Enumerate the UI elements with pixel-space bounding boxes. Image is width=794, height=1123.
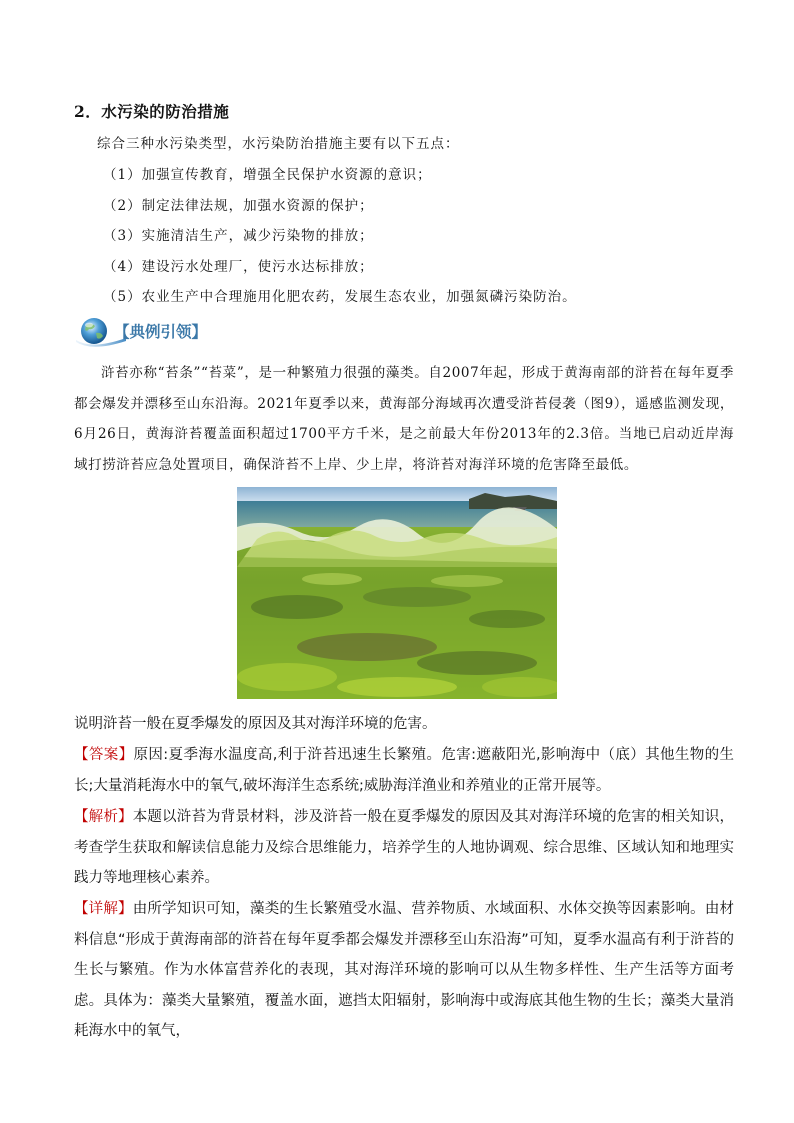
detail-block <box>74 894 734 1047</box>
measure-item: （4）建设污水处理厂，使污水达标排放； <box>103 258 374 275</box>
section-intro: 综合三种水污染类型，水污染防治措施主要有以下五点： <box>97 136 460 152</box>
answer-text: 原因:夏季海水温度高,利于浒苔迅速生长繁殖。危害:遮蔽阳光,影响海中（底）其他生物的生长;大量消耗海水中的氧气,破坏海洋生态系统;威胁海洋渔业和养殖业的正常开展等。 <box>74 747 734 794</box>
section-heading: 2．水污染的防治措施 <box>74 102 230 121</box>
example-header <box>74 316 274 348</box>
measure-item: （2）制定法律法规，加强水资源的保护； <box>103 197 374 214</box>
question-text: 说明浒苔一般在夏季爆发的原因及其对海洋环境的危害。 <box>74 716 437 732</box>
answer-block <box>74 740 734 801</box>
analysis-text: 本题以浒苔为背景材料，涉及浒苔一般在夏季爆发的原因及其对海洋环境的危害的相关知识，考查学生获取和解读信息能力及综合思维能力，培养学生的人地协调观、综合思维、区域认知和地理实践力等地理核心素养。 <box>74 809 735 886</box>
measures-list <box>103 163 577 316</box>
measure-item: （3）实施清洁生产，减少污染物的排放； <box>103 228 374 244</box>
analysis-block <box>74 802 734 894</box>
measure-item: （1）加强宣传教育，增强全民保护水资源的意识； <box>103 167 432 183</box>
algae-beach-photo <box>237 487 557 699</box>
answer-tag: 【答案】 <box>74 747 134 763</box>
detail-text: 由所学知识可知，藻类的生长繁殖受水温、营养物质、水域面积、水体交换等因素影响。由材料信息“形成于黄海南部的浒苔在每年夏季都会爆发并漂移至山东沿海”可知，夏季水温高有利于浒苔的生长与繁殖。作为水体富营养化的表现，其对海洋环境的影响可以从生物多样性、生产生活等方面考虑。具体为：藻类大量繁殖，覆盖水面，遮挡太阳辐射，影响海中或海底其他生物的生长；藻类大量消耗海水中的氧气， <box>74 901 735 1039</box>
example-material: 浒苔亦称“苔条”“苔菜”，是一种繁殖力很强的藻类。自2007年起，形成于黄海南部的浒苔在每年夏季都会爆发并漂移至山东沿海。2021年夏季以来，黄海部分海域再次遭受浒苔侵袭（图9），遥感监测发现，6月26日，黄海浒苔覆盖面积超过1700平方千米，是之前最大年份2013年的2.3倍。当地已启动近岸海域打捞浒苔应急处置项目，确保浒苔不上岸、少上岸，将浒苔对海洋环境的危害降至最低。 <box>74 365 735 473</box>
analysis-tag: 【解析】 <box>74 809 133 825</box>
measure-item: （5）农业生产中合理施用化肥农药，发展生态农业，加强氮磷污染防治。 <box>103 289 577 305</box>
example-title: 【典例引领】 <box>114 323 208 341</box>
detail-tag: 【详解】 <box>74 901 133 917</box>
